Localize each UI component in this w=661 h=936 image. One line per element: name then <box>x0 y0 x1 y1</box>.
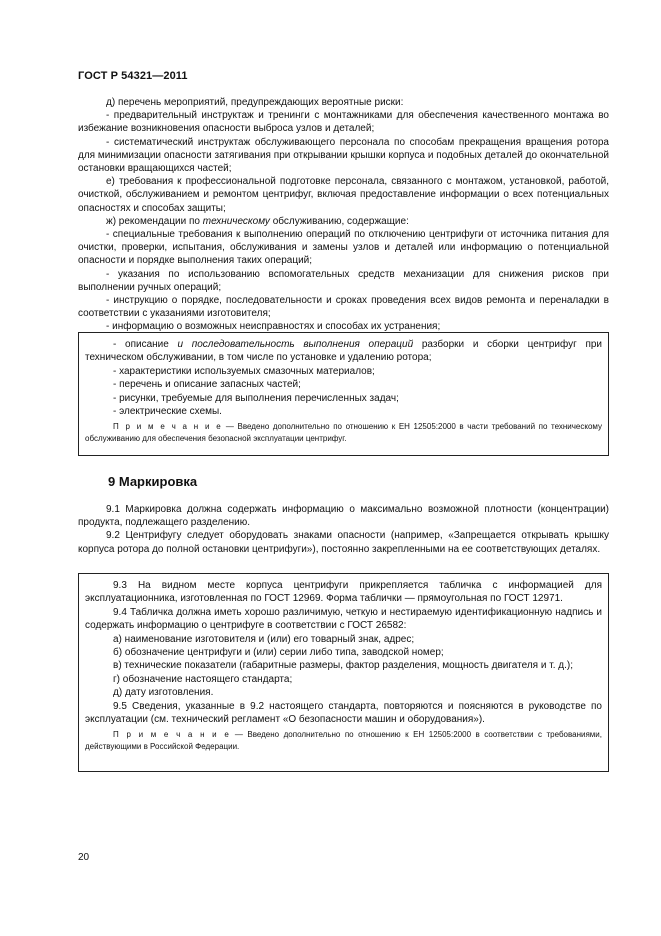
paragraph-9-4: 9.4 Табличка должна иметь хорошо различимую, четкую и нестираемую идентификационную надпись и содержать информацию о центрифуге в соответствии с ГОСТ 26582: <box>85 606 602 632</box>
paragraph-9-5: 9.5 Сведения, указанные в 9.2 настоящего стандарта, повторяются и поясняются в руководстве по эксплуатации (см. технический регламент «О безопасности машин и оборудования»). <box>85 700 602 726</box>
paragraph-9-3: 9.3 На видном месте корпуса центрифуги прикрепляется табличка с информацией для эксплуатационника, изготовленная по ГОСТ 12969. Форма таблички — прямоугольная по ГОСТ 12971. <box>85 580 602 605</box>
box2-note-text: — Введено дополнительно по отношению к ЕН 12505:2000 в соответствии с требованиями, действующими в Российской Федерации. <box>85 730 602 751</box>
box2-note-label: П р и м е ч а н и е <box>113 730 231 740</box>
top-text-block <box>78 96 609 334</box>
maintenance-box <box>78 332 609 456</box>
box1-first-item <box>85 338 602 365</box>
box1-item: - перечень и описание запасных частей; <box>113 379 301 391</box>
box1-item: - характеристики используемых смазочных материалов; <box>113 365 375 377</box>
list-item: - указания по использованию вспомогательных средств механизации для снижения рисков при выполнении ручных операций; <box>78 268 609 293</box>
document-header: ГОСТ Р 54321—2011 <box>78 70 188 82</box>
list-item: - информацию о возможных неисправностях и способах их устранения; <box>106 321 441 333</box>
list-item: - специальные требования к выполнению операций по отключению центрифуги от источника питания для очистки, проверки, испытания, обслуживания и замены узлов и деталей или информацию о потенциальной опасности и порядке выполнения таких операций; <box>78 229 609 267</box>
list-item-e: е) требования к профессиональной подготовке персонала, связанного с монтажом, установкой, работой, очисткой, обслуживанием и ремонтом центрифуг, включая предоставление информации о всех потенциальных опасностях и способах защиты; <box>78 176 609 214</box>
list-item-zh <box>78 215 609 228</box>
zh-italic: техническому <box>202 215 270 227</box>
box1-note-label: П р и м е ч а н и е <box>113 422 223 432</box>
marking-plate-box <box>78 573 609 772</box>
box1-note <box>85 421 602 444</box>
box1-first-italic: и последовательность выполнения операций <box>177 339 414 350</box>
list-item-b: б) обозначение центрифуги и (или) серии либо типа, заводской номер; <box>113 647 444 659</box>
list-item: - систематический инструктаж обслуживающего персонала по способам прекращения вращения ротора для минимизации опасности затягивания при открывании крышки корпуса и подобных деталей до окончательной остановки вращающихся частей; <box>78 136 609 175</box>
list-item-d2: д) дату изготовления. <box>113 687 214 699</box>
list-item-a: а) наименование изготовителя и (или) его товарный знак, адрес; <box>113 633 415 645</box>
box1-item: - рисунки, требуемые для выполнения перечисленных задач; <box>113 392 399 404</box>
box1-first-suffix: разборки и сборки центрифуг при техническом обслуживании, в том числе по установке и удалению ротора; <box>85 339 603 364</box>
paragraph-9-2: 9.2 Центрифугу следует оборудовать знаками опасности (например, «Запрещается открывать крышку корпуса ротора до полной остановки центрифуги»), постоянно закрепленными на ее соответствующих деталях. <box>78 530 609 555</box>
list-item: - инструкцию о порядке, последовательности и сроках проведения всех видов ремонта и переналадки в соответствии с указаниями изготовителя; <box>78 295 609 320</box>
section9-text <box>78 503 609 556</box>
list-item-d: д) перечень мероприятий, предупреждающих вероятные риски: <box>106 97 404 108</box>
box1-note-text: — Введено дополнительно по отношению к ЕН 12505:2000 в части требований по техническому обслуживанию для обеспечения безопасной эксплуатации центрифуг. <box>85 422 602 443</box>
box1-first-prefix: - описание <box>113 339 178 350</box>
zh-prefix: ж) рекомендации по <box>106 215 203 227</box>
box1-item: - электрические схемы. <box>113 406 222 418</box>
list-item-v: в) технические показатели (габаритные размеры, фактор разделения, мощность двигателя и т. д.); <box>113 660 573 672</box>
paragraph-9-1: 9.1 Маркировка должна содержать информацию о максимально возможной плотности (концентрации) продукта, подлежащего разделению. <box>78 504 609 529</box>
section-title: 9 Маркировка <box>108 474 198 489</box>
page-number: 20 <box>78 852 90 863</box>
box2-note <box>85 729 602 752</box>
zh-suffix: обслуживанию, содержащие: <box>269 215 409 227</box>
list-item-g: г) обозначение настоящего стандарта; <box>113 673 293 685</box>
list-item: - предварительный инструктаж и тренинги с монтажниками для обеспечения качественного монтажа во избежание возникновения опасности выброса узлов и деталей; <box>78 110 609 135</box>
